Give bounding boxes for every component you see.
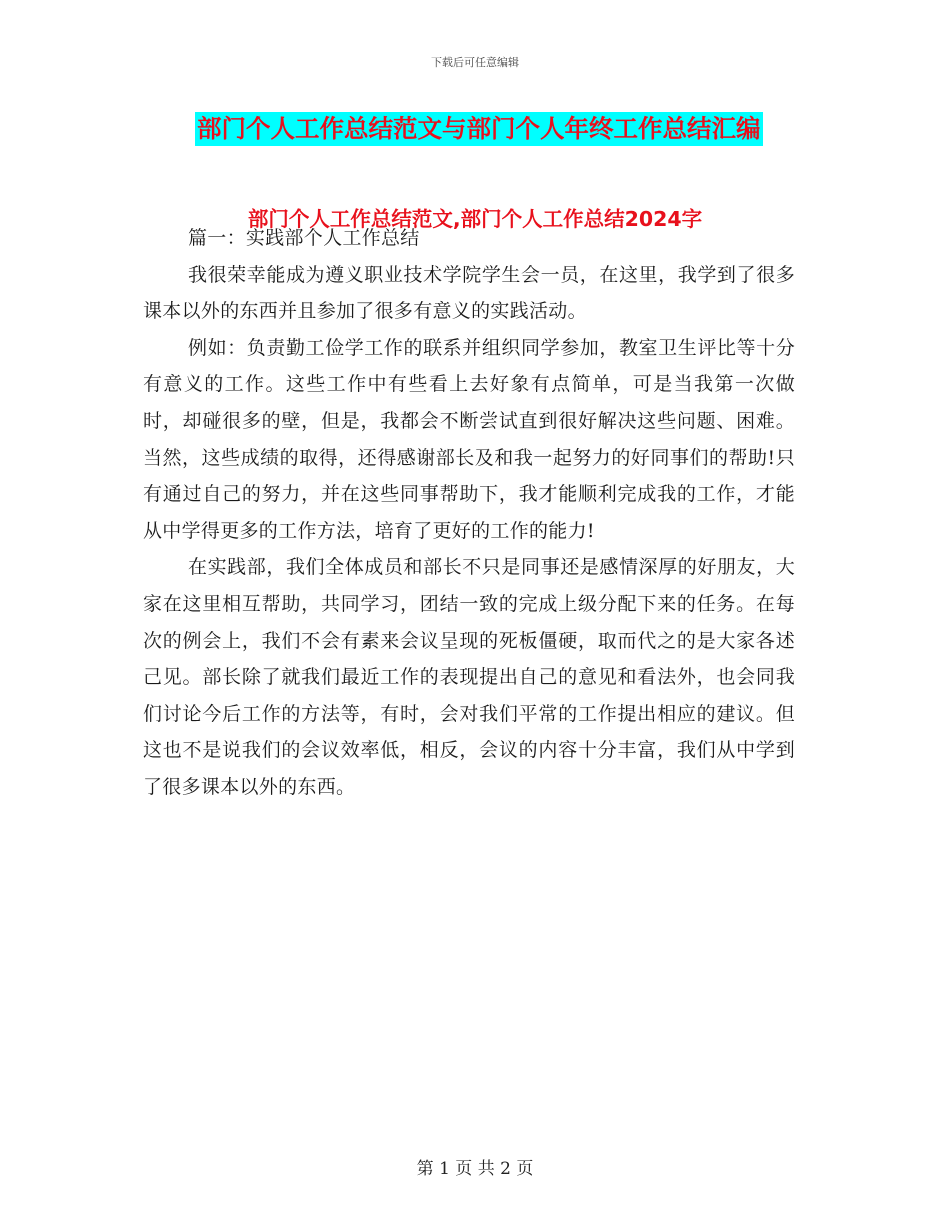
- document-body: [143, 220, 795, 806]
- document-sub-title: 部门个人工作总结范文,部门个人工作总结2024字: [247, 207, 703, 231]
- body-paragraph: 在实践部，我们全体成员和部长不只是同事还是感情深厚的好朋友，大家在这里相互帮助，共同学习，团结一致的完成上级分配下来的任务。在每次的例会上，我们不会有素来会议呈现的死板僵硬，取而代之的是大家各述己见。部长除了就我们最近工作的表现提出自己的意见和看法外，也会同我们讨论今后工作的方法等，有时，会对我们平常的工作提出相应的建议。但这也不是说我们的会议效率低，相反，会议的内容十分丰富，我们从中学到了很多课本以外的东西。: [143, 556, 795, 798]
- page-indicator: 第 1 页 共 2 页: [416, 1159, 534, 1179]
- header-note: 下载后可任意编辑: [431, 56, 519, 69]
- document-main-title: 部门个人工作总结范文与部门个人年终工作总结汇编: [195, 112, 763, 146]
- section-heading: 篇一：实践部个人工作总结: [188, 227, 420, 249]
- body-paragraph: 我很荣幸能成为遵义职业技术学院学生会一员，在这里，我学到了很多课本以外的东西并且参加了很多有意义的实践活动。: [143, 263, 795, 323]
- body-paragraph: 例如：负责勤工俭学工作的联系并组织同学参加，教室卫生评比等十分有意义的工作。这些工作中有些看上去好象有点简单，可是当我第一次做时，却碰很多的壁，但是，我都会不断尝试直到很好解决这些问题、困难。当然，这些成绩的取得，还得感谢部长及和我一起努力的好同事们的帮助!只有通过自己的努力，并在这些同事帮助下，我才能顺利完成我的工作，才能从中学得更多的工作方法，培育了更好的工作的能力!: [143, 336, 795, 542]
